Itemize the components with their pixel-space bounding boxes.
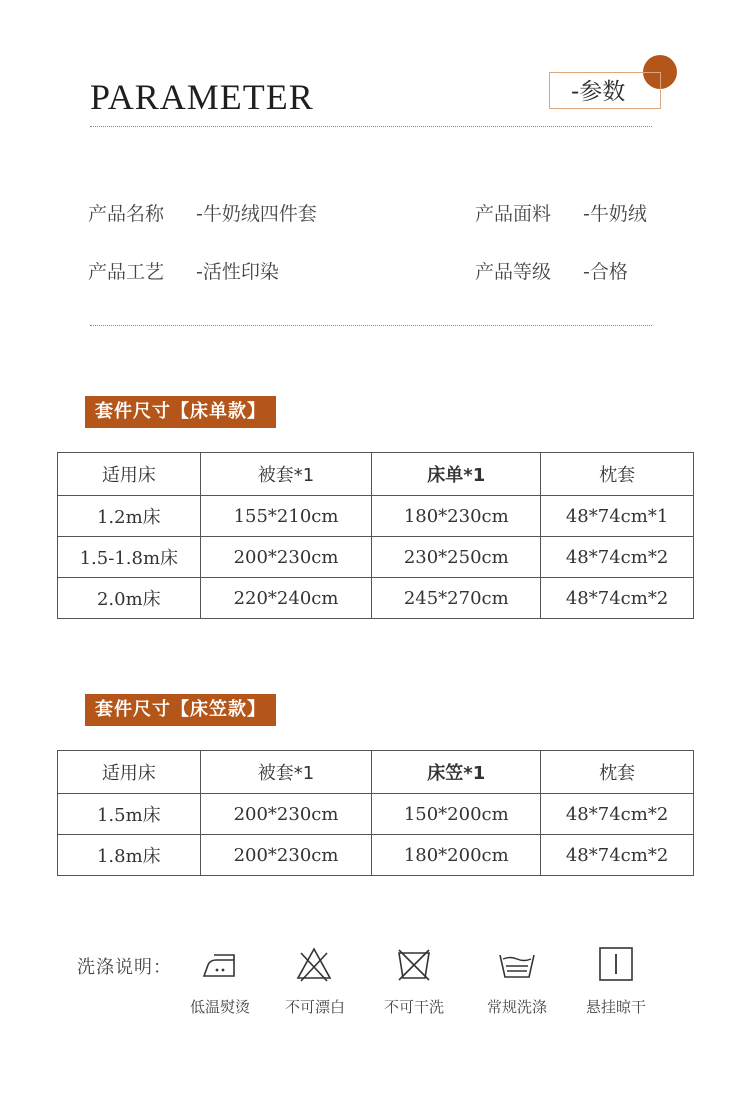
section-tag-sheet: 套件尺寸【床单款】 (85, 396, 276, 428)
wash-text-hang: 悬挂晾干 (585, 998, 646, 1016)
table-cell: 48*74cm*2 (541, 578, 694, 619)
wash-instructions-label: 洗涤说明： (77, 957, 172, 978)
table-cell: 1.2m床 (58, 496, 201, 537)
wash-text-bleach: 不可漂白 (284, 998, 345, 1016)
table-row (58, 496, 694, 537)
table-cell: 1.5-1.8m床 (58, 537, 201, 578)
param-value-grade: -合格 (583, 261, 628, 283)
table-cell: 48*74cm*1 (541, 496, 694, 537)
table-row (58, 794, 694, 835)
table-cell: 1.5m床 (58, 794, 201, 835)
table-header-row (58, 453, 694, 496)
wash-tub-icon (497, 945, 537, 983)
header-cell: 被套*1 (200, 751, 372, 794)
table-cell: 155*210cm (200, 496, 372, 537)
table-cell: 220*240cm (200, 578, 372, 619)
divider-bottom (90, 325, 652, 326)
table-cell: 48*74cm*2 (541, 835, 694, 876)
param-label-fabric: 产品面料 (475, 203, 552, 225)
header-cell: 适用床 (58, 751, 201, 794)
hang-dry-icon (596, 945, 636, 983)
table-cell: 200*230cm (200, 835, 372, 876)
size-table-sheet (57, 452, 694, 619)
header-cell: 适用床 (58, 453, 201, 496)
table-cell: 48*74cm*2 (541, 794, 694, 835)
table-cell: 180*230cm (372, 496, 541, 537)
header-cell: 枕套 (541, 751, 694, 794)
header-cell: 被套*1 (200, 453, 372, 496)
table-cell: 200*230cm (200, 794, 372, 835)
table-cell: 245*270cm (372, 578, 541, 619)
table-header-row (58, 751, 694, 794)
badge-label: -参数 (571, 79, 626, 105)
table-cell: 230*250cm (372, 537, 541, 578)
table-row (58, 578, 694, 619)
param-value-craft: -活性印染 (196, 261, 279, 283)
header-cell: 枕套 (541, 453, 694, 496)
no-dry-clean-icon (394, 945, 434, 983)
table-cell: 180*200cm (372, 835, 541, 876)
section-tag-fitted: 套件尺寸【床笠款】 (85, 694, 276, 726)
wash-text-iron: 低温熨烫 (189, 998, 250, 1016)
header-cell: 床笠*1 (372, 751, 541, 794)
wash-text-wash: 常规洗涤 (486, 998, 547, 1016)
table-cell: 200*230cm (200, 537, 372, 578)
table-cell: 2.0m床 (58, 578, 201, 619)
param-label-grade: 产品等级 (475, 261, 552, 283)
no-bleach-icon (294, 945, 334, 983)
table-row (58, 835, 694, 876)
table-cell: 1.8m床 (58, 835, 201, 876)
table-cell: 150*200cm (372, 794, 541, 835)
param-value-fabric: -牛奶绒 (583, 203, 647, 225)
param-label-craft: 产品工艺 (88, 261, 165, 283)
divider-top (90, 126, 652, 127)
param-value-name: -牛奶绒四件套 (196, 203, 317, 225)
page-title: PARAMETER (90, 77, 314, 117)
iron-low-icon (200, 945, 240, 983)
param-label-name: 产品名称 (88, 203, 165, 225)
size-table-fitted (57, 750, 694, 876)
table-row (58, 537, 694, 578)
wash-text-dryclean: 不可干洗 (383, 998, 444, 1016)
table-cell: 48*74cm*2 (541, 537, 694, 578)
header-cell: 床单*1 (372, 453, 541, 496)
